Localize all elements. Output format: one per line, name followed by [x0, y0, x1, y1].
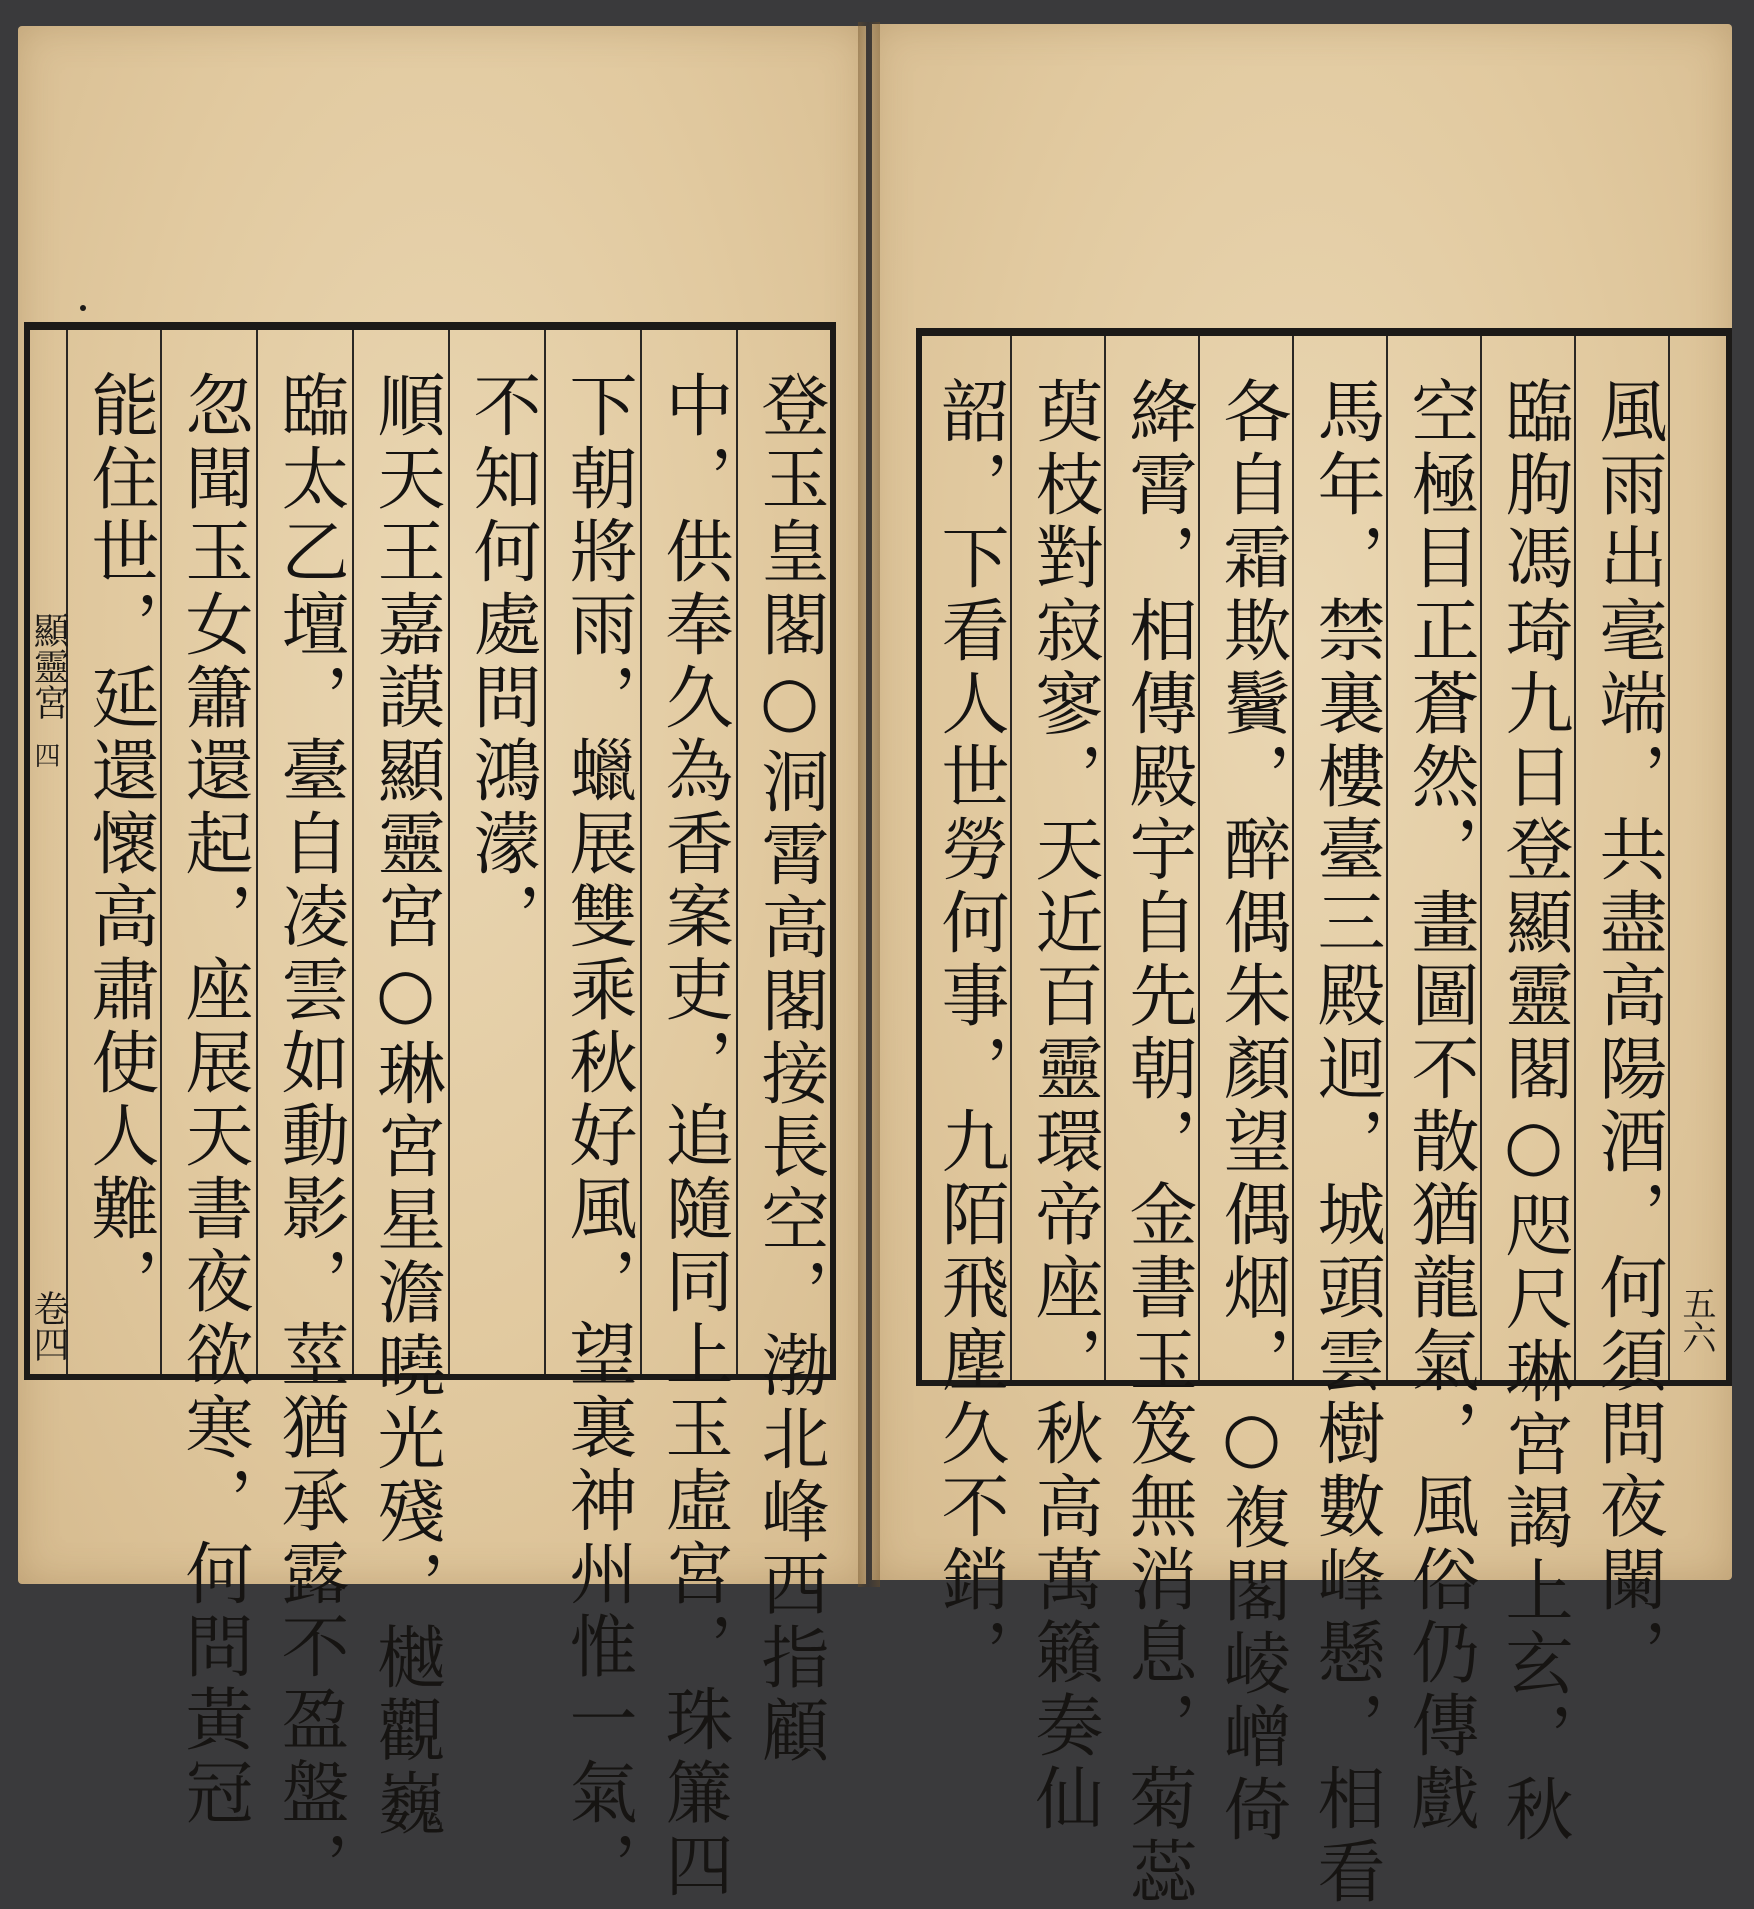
text-column: 馬年，禁裏樓臺三殿迥，城頭雲樹數峰懸，相看: [1306, 376, 1385, 1909]
margin-title: 顯靈宮: [28, 612, 69, 720]
text-column: 忽聞玉女簫還起，座展天書夜欲寒，何問黃冠: [174, 370, 253, 1830]
text-column: 空極目正蒼然，畫圖不散猶龍氣，風俗仍傳戲: [1400, 376, 1479, 1836]
column-rule: [1574, 336, 1576, 1380]
column-rule: [640, 330, 642, 1374]
page-number: 五六: [1676, 1286, 1716, 1354]
text-column: 不知何處問鴻濛，: [462, 370, 541, 954]
column-rule: [1480, 336, 1482, 1380]
column-rule: [736, 330, 738, 1374]
text-column: 能住世，延還懷高肅使人難，: [80, 370, 159, 1319]
text-column: 萸枝對寂寥，天近百靈環帝座，秋高萬籟奏仙: [1024, 376, 1103, 1836]
column-rule: [1292, 336, 1294, 1380]
column-rule: [448, 330, 450, 1374]
text-column: 絳霄，相傳殿宇自先朝，金書玉笈無消息，菊蕊: [1118, 376, 1197, 1909]
text-column: 韶，下看人世勞何事，九陌飛塵久不銷，: [930, 376, 1009, 1690]
text-column: 登玉皇閣○洞霄高閣接長空，渤北峰西指顧: [750, 370, 829, 1768]
column-rule: [1010, 336, 1012, 1380]
text-column: 順天王嘉謨顯靈宮○琳宮星澹曉光殘，樾觀巍: [366, 370, 445, 1841]
column-rule: [256, 330, 258, 1374]
text-column: 中，供奉久為香案吏，追隨同上玉虛宮，珠簾四: [654, 370, 733, 1903]
text-column: 臨朐馮琦九日登顯靈閣○咫尺琳宮謁上玄，秋: [1494, 376, 1573, 1847]
text-column: 各自霜欺鬢，醉偶朱顏望偶烟，○複閣崚嶒倚: [1212, 376, 1291, 1847]
left-margin-rule: [66, 330, 68, 1374]
column-rule: [1198, 336, 1200, 1380]
margin-leaf-number: 四: [30, 742, 60, 768]
margin-volume: 卷四: [28, 1290, 69, 1362]
column-rule: [352, 330, 354, 1374]
right-margin-rule: [1668, 336, 1670, 1380]
text-column: 風雨出毫端，共盡高陽酒，何須問夜闌，: [1588, 376, 1667, 1690]
text-column: 臨太乙壇，臺自凌雲如動影，莖猶承露不盈盤，: [270, 370, 349, 1903]
column-rule: [1104, 336, 1106, 1380]
column-rule: [544, 330, 546, 1374]
book-gutter: [858, 22, 880, 1587]
text-column: 下朝將雨，蠟展雙乘秋好風，望裏神州惟一氣，: [558, 370, 637, 1903]
column-rule: [160, 330, 162, 1374]
column-rule: [1386, 336, 1388, 1380]
ink-dot: [80, 305, 86, 311]
